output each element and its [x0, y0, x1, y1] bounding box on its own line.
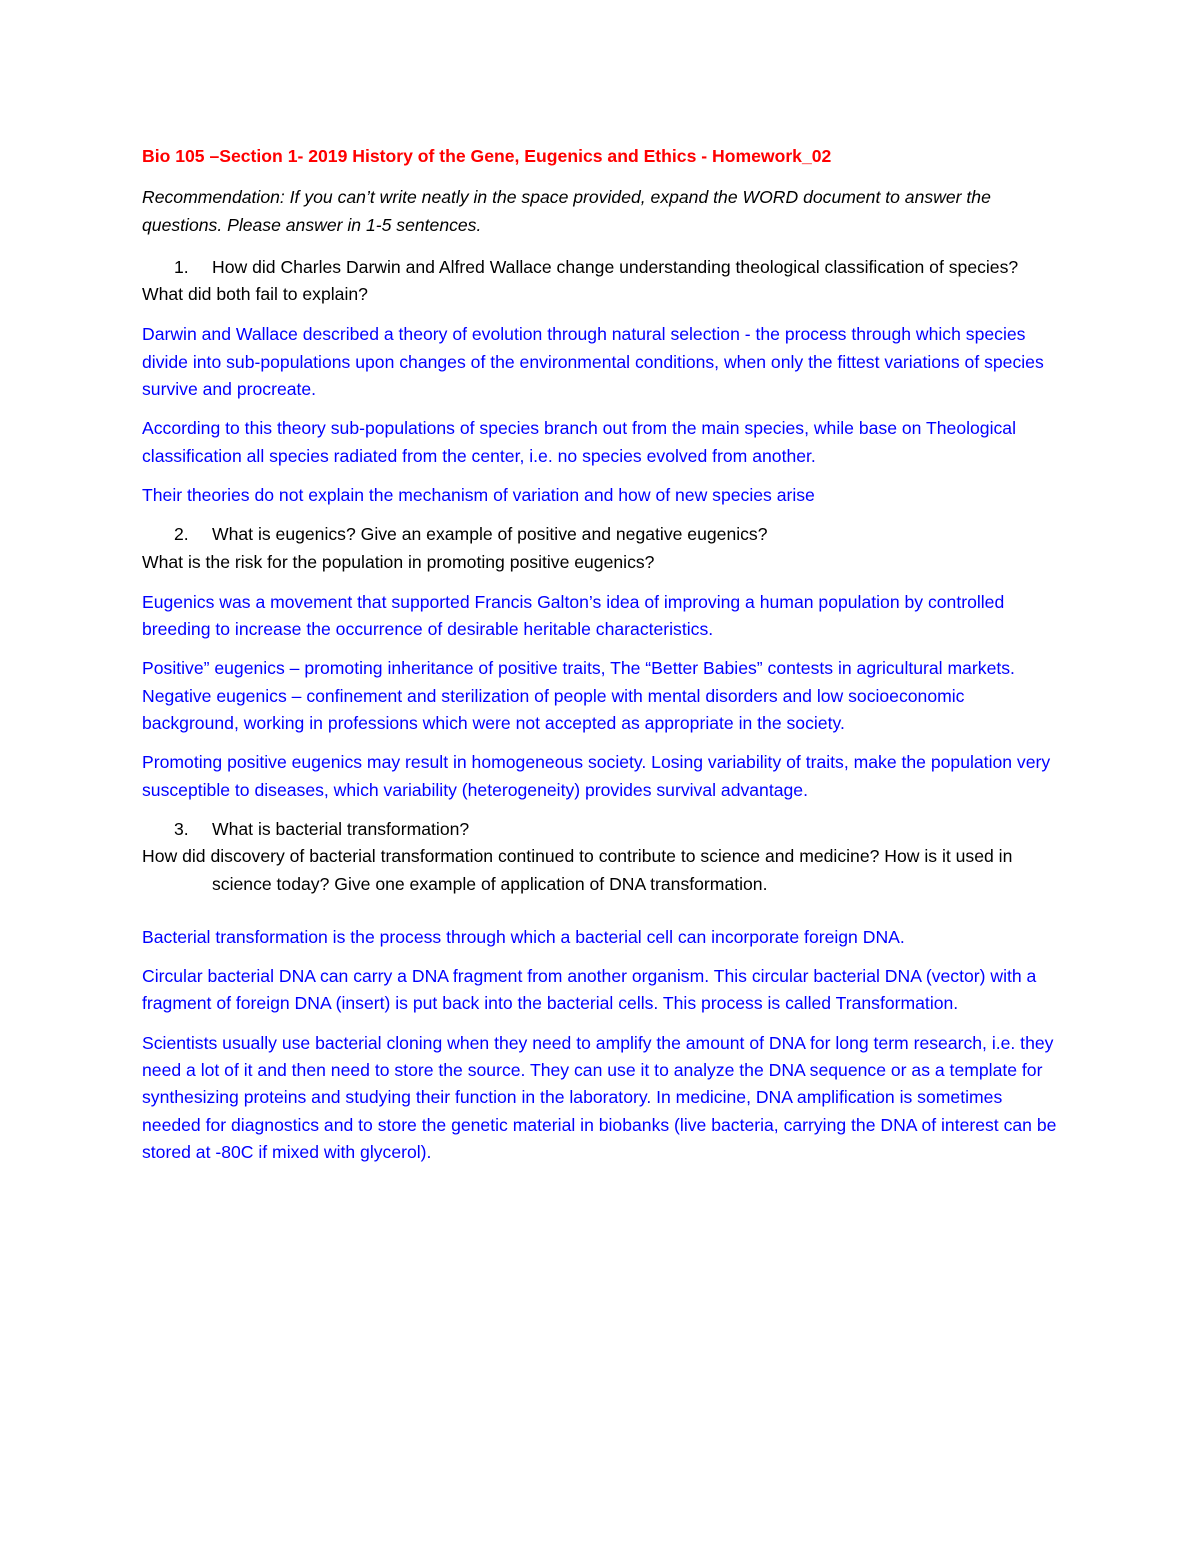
document-body — [142, 143, 1062, 1178]
answer-2-paragraph-4: Promoting positive eugenics may result in homogeneous society. Losing variability of traits, make the population very susceptible to diseases, which variability (heterogeneity) provides survival advantage. — [142, 752, 1051, 800]
question-1-number: 1. — [174, 256, 189, 277]
question-2-text: What is eugenics? Give an example of positive and negative eugenics? — [212, 524, 768, 545]
answer-3-paragraph-2: Circular bacterial DNA can carry a DNA fragment from another organism. This circular bacterial DNA (vector) with a fragment of foreign DNA (insert) is put back into the bacterial cells. This process is called Transformation. — [142, 966, 1037, 1014]
question-3 — [142, 816, 1062, 843]
answer-3-paragraph-3: Scientists usually use bacterial cloning when they need to amplify the amount of DNA for long term research, i.e. they need a lot of it and then need to store the source. They can use it to analyze the DNA sequence or as a template for synthesizing proteins and studying their function in the laboratory. In medicine, DNA amplification is sometimes needed for diagnostics and to store the genetic material in biobanks (live bacteria, carrying the DNA of interest can be stored at -80C if mixed with glycerol). — [142, 1032, 1057, 1162]
question-3-number: 3. — [174, 818, 189, 839]
question-1-subtext: What did both fail to explain? — [142, 284, 368, 305]
question-2-number: 2. — [174, 524, 189, 545]
question-3-subtext: How did discovery of bacterial transformation continued to contribute to science and medicine? How is it used in science today? Give one example of application of DNA transformation. — [142, 846, 1013, 894]
question-3-text: What is bacterial transformation? — [212, 818, 470, 839]
question-2-subtext: What is the risk for the population in promoting positive eugenics? — [142, 551, 655, 572]
question-1-text: How did Charles Darwin and Alfred Wallace change understanding theological classification of species? — [212, 256, 1019, 277]
answer-1-paragraph-2: According to this theory sub-populations of species branch out from the main species, while base on Theological classification all species radiated from the center, i.e. no species evolved from another. — [142, 418, 1016, 466]
document-title: Bio 105 –Section 1- 2019 History of the Gene, Eugenics and Ethics - Homework_02 — [142, 146, 832, 166]
question-1 — [142, 254, 1062, 281]
answer-3-paragraph-1: Bacterial transformation is the process through which a bacterial cell can incorporate foreign DNA. — [142, 926, 905, 947]
question-2 — [142, 521, 1062, 548]
answer-2-paragraph-2: Positive” eugenics – promoting inheritance of positive traits, The “Better Babies” contests in agricultural markets. — [142, 658, 1015, 679]
answer-2-paragraph-3: Negative eugenics – confinement and sterilization of people with mental disorders and low socioeconomic background, working in professions which were not accepted as appropriate in the society. — [142, 685, 965, 734]
answer-2-paragraph-1: Eugenics was a movement that supported Francis Galton’s idea of improving a human population by controlled breeding to increase the occurrence of desirable heritable characteristics. — [142, 591, 1005, 640]
recommendation-text: Recommendation: If you can’t write neatly in the space provided, expand the WORD document to answer the questions. Please answer in 1-5 sentences. — [142, 187, 991, 235]
answer-1-paragraph-1: Darwin and Wallace described a theory of evolution through natural selection - the process through which species divide into sub-populations upon changes of the environmental conditions, when only the fittest variations of species survive and procreate. — [142, 324, 1044, 400]
answer-1-paragraph-3: Their theories do not explain the mechanism of variation and how of new species arise — [142, 484, 815, 505]
